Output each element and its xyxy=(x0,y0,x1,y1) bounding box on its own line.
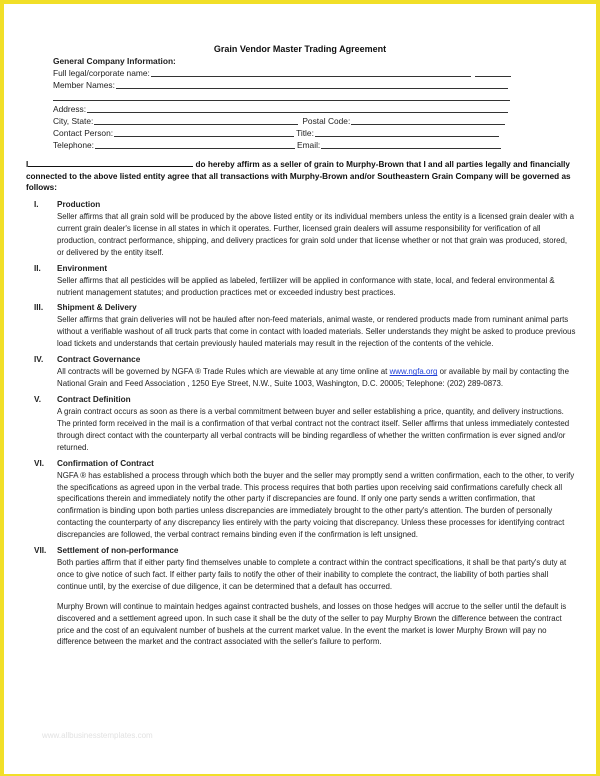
section-heading: Environment xyxy=(57,263,108,273)
full-name-field-extra[interactable] xyxy=(475,67,511,77)
section-number: I. xyxy=(34,200,39,209)
postal-code-label: Postal Code: xyxy=(302,116,351,126)
contact-title-row xyxy=(53,127,553,139)
section-body-2: Murphy Brown will continue to maintain hedges against contracted bushels, and losses on those hedges will accrue to the seller until the default is discovered and a settlement agreed upon. In such case it shall be the duty of the seller to pay Murphy Brown the difference between the contract price and the cost of an equivalent number of bushels at the current market value. In the event the market is lower Murphy Brown will pay no difference between the market and the contract associated with the seller's failure to perform. xyxy=(57,601,567,647)
member-names-row-2 xyxy=(53,91,553,103)
telephone-email-row xyxy=(53,139,553,151)
section-contract-definition xyxy=(26,395,576,454)
contact-person-field[interactable] xyxy=(114,127,294,137)
contact-person-label: Contact Person: xyxy=(53,128,114,138)
affirmation-paragraph xyxy=(26,158,572,194)
full-name-field[interactable] xyxy=(151,67,471,77)
member-names-label: Member Names: xyxy=(53,80,115,90)
intro-text: do hereby affirm as a seller of grain to Murphy-Brown that I and all parties legally and financially connected to the above listed entity agree that all transactions with Murphy-Brown and/or Southeastern Grain Company will be governed as follows: xyxy=(26,160,571,192)
telephone-label: Telephone: xyxy=(53,140,94,150)
section-confirmation-of-contract xyxy=(26,459,576,541)
section-heading: Production xyxy=(57,200,101,209)
section-number: VII. xyxy=(34,546,47,556)
section-number: III. xyxy=(34,303,44,313)
title-label: Title: xyxy=(296,128,314,138)
postal-code-field[interactable] xyxy=(351,115,505,125)
body-before-link: All contracts will be governed by NGFA ® Trade Rules which are viewable at any time online at xyxy=(57,367,390,377)
document-page xyxy=(4,4,596,774)
section-production xyxy=(26,200,576,259)
email-label: Email: xyxy=(296,140,321,150)
section-body: A grain contract occurs as soon as there is a verbal commitment between buyer and seller establishing a price, quantity, and delivery instructions. The printed form received in the mail is a confirmation of that verbal contract not the contract itself. Seller affirms that unless immediately contested through direct contact with the counterparty all verbal contracts will be binding regardless of whether the written confirmation is ever signed and/or returned. xyxy=(57,406,570,452)
intro-prefix: I xyxy=(26,160,29,169)
document-title: Grain Vendor Master Trading Agreement xyxy=(213,44,387,54)
address-row xyxy=(53,103,553,115)
company-info-block xyxy=(53,56,553,151)
full-name-row xyxy=(53,67,553,79)
member-names-field-2[interactable] xyxy=(53,91,510,101)
section-number: II. xyxy=(34,263,41,273)
section-body: NGFA ® has established a process through which both the buyer and the seller may promptly send a written confirmation, each to the other, to verify the specifications as agreed upon in the verbal trade. This process requires that both parties upon receiving said confirmations carefully check all specifications therein and immediately notify the other party if discrepancies are found. If only one party sends a written confirmation, that confirmation is binding upon both parties unless discrepancies are immediately brought to the other party's attention. The burden of personally contacting the counterparty of any discrepancy lies entirely with the party voicing that discrepancy. Unless these processes for identifying contract discrepancies are followed, the verbal contract remains binding even if the confirmation is left unsigned. xyxy=(57,470,575,540)
member-names-row xyxy=(53,79,553,91)
section-body: Seller affirms that grain deliveries will not be hauled after non-feed materials, animal waste, or rendered products made from ruminant animal parts without a verifiable washout of all truck parts that come in contact with loaded materials. Seller understands they might be asked to produce previous load tickets and understands that certain previously hauled materials may result in the rejection of the contents of the vehicle. xyxy=(57,315,576,349)
address-field[interactable] xyxy=(87,103,508,113)
section-number: IV. xyxy=(34,355,44,365)
signer-name-field[interactable] xyxy=(28,158,193,167)
section-contract-governance xyxy=(26,355,576,390)
member-names-field[interactable] xyxy=(116,79,508,89)
section-body: Seller affirms that all pesticides will be applied as labeled, fertilizer will be applied in conformance with state, local, and federal environmental & nutrient management statutes; and production practices met or exceeded industry best practices. xyxy=(57,275,555,297)
sections-list xyxy=(26,200,576,653)
city-postal-row xyxy=(53,115,553,127)
section-heading: Confirmation of Contract xyxy=(57,458,154,468)
section-heading: Settlement of non-performance xyxy=(57,546,179,556)
watermark: www.allbusinesstemplates.com xyxy=(42,731,153,740)
section-body xyxy=(57,366,576,390)
body-after-link: or available by mail by contacting the National Grain and Feed Association , 1250 Eye Street, N.W., Suite 1003, Washington, D.C. 20005; Telephone: (202) 289-0873. xyxy=(57,367,569,389)
telephone-field[interactable] xyxy=(95,139,295,149)
section-body: Seller affirms that all grain sold will be produced by the above listed entity or its individual members unless the entity is a licensed grain dealer with a current grain dealer's license in all states in which it operates. Further, licensed grain dealers will assume responsibility for verification of all production, contract performance, shipping, and delivery practices for grain sold under that license whether or not that grain was produced, stored, or delivered by the entity itself. xyxy=(57,212,574,257)
email-field[interactable] xyxy=(321,139,501,149)
city-state-label: City, State: xyxy=(53,116,94,126)
full-name-label: Full legal/corporate name: xyxy=(53,68,150,78)
section-settlement xyxy=(26,546,576,648)
section-heading: Shipment & Delivery xyxy=(57,303,137,313)
section-body: Both parties affirm that if either party find themselves unable to complete a contract within the contract specifications, it shall be that party's duty at once to give notice of such fact. If either party fails to notify the other of their inability to complete the contract, the liability of both parties shall continue until, by the exercise of due diligence, it can be determined that a default has occurred. xyxy=(57,558,567,591)
section-number: VI. xyxy=(34,458,45,468)
section-heading: Contract Governance xyxy=(57,355,141,365)
section-number: V. xyxy=(34,394,41,404)
address-label: Address: xyxy=(53,104,87,114)
city-state-field[interactable] xyxy=(94,115,298,125)
section-heading: Contract Definition xyxy=(57,394,131,404)
title-field[interactable] xyxy=(315,127,499,137)
company-info-heading: General Company Information: xyxy=(53,56,176,66)
section-shipment-delivery xyxy=(26,303,576,350)
section-environment xyxy=(26,264,576,299)
ngfa-link[interactable]: www.ngfa.org xyxy=(389,367,438,377)
